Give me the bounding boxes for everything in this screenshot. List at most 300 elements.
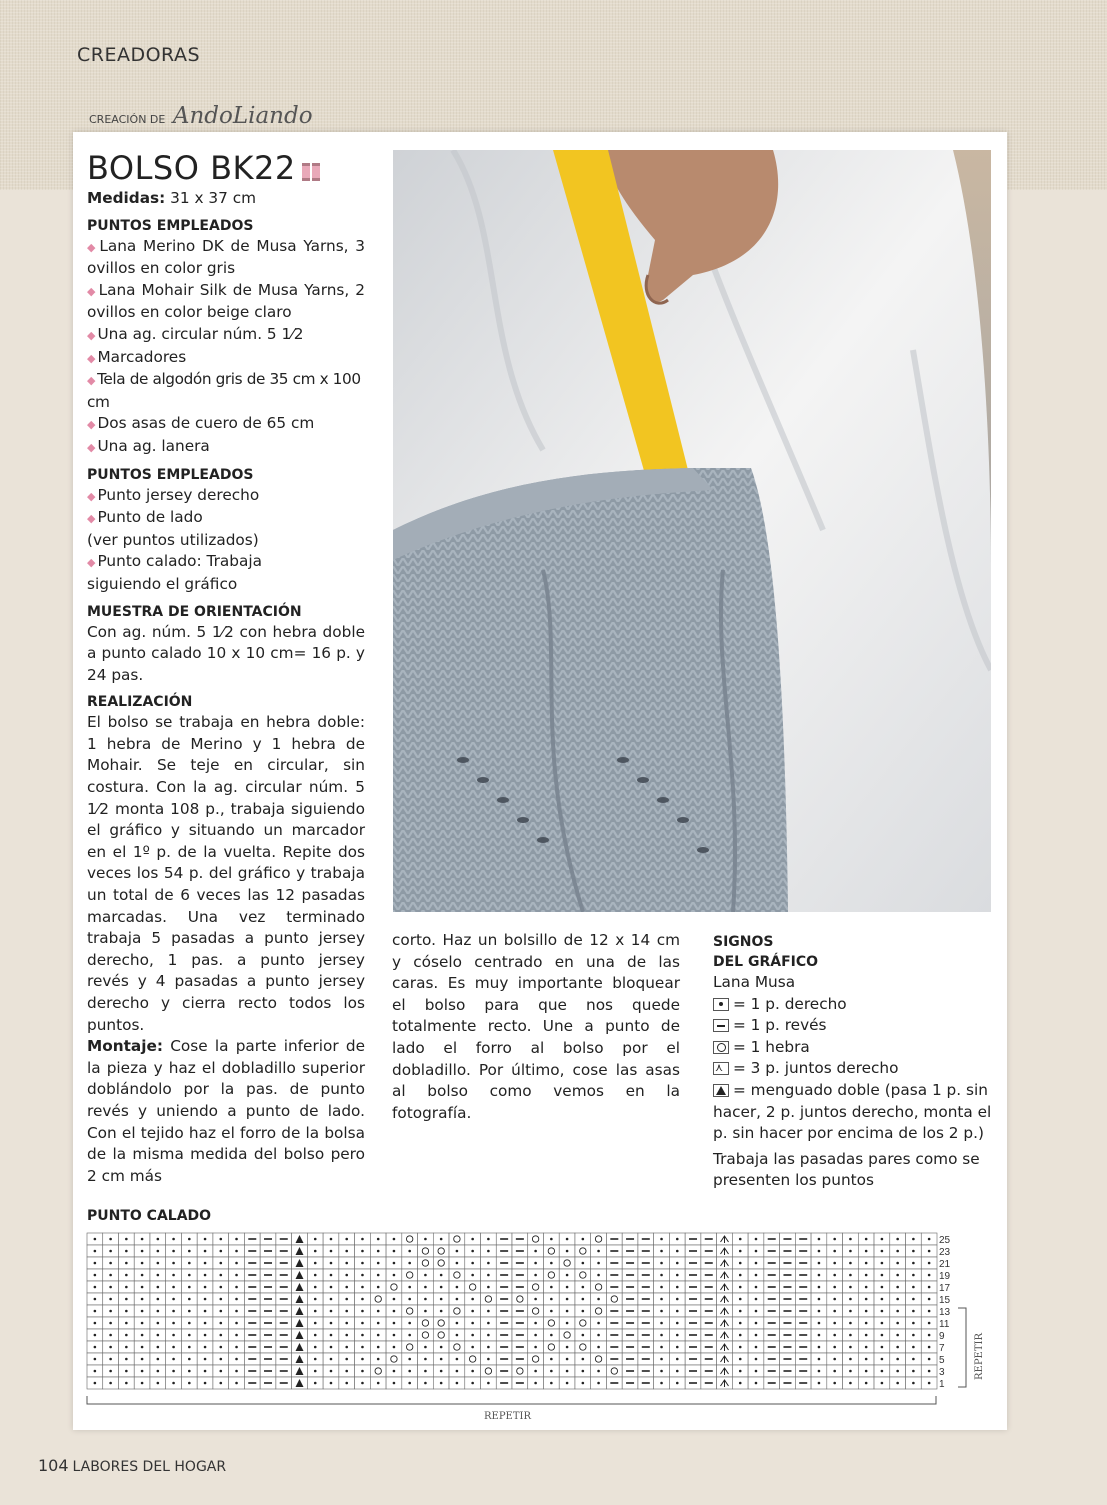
chart-stitch [755, 1298, 758, 1301]
chart-stitch [204, 1262, 207, 1265]
chart-stitch [248, 1286, 256, 1288]
chart-stitch [849, 1322, 852, 1325]
chart-stitch [345, 1310, 348, 1313]
chart-stitch [280, 1274, 288, 1276]
chart-stitch [408, 1250, 411, 1253]
chart-stitch [755, 1286, 758, 1289]
gauge-text: Con ag. núm. 5 1⁄2 con hebra doble a punto calado 10 x 10 cm= 16 p. y 24 pas. [87, 622, 365, 684]
repeat-v-bracket [958, 1308, 966, 1387]
chart-stitch [264, 1238, 272, 1240]
chart-stitch [280, 1286, 288, 1288]
chart-stitch [345, 1370, 348, 1373]
chart-stitch [783, 1262, 791, 1264]
measures-label: Medidas: [87, 189, 166, 207]
chart-stitch [248, 1370, 256, 1372]
chart-stitch [280, 1238, 288, 1240]
chart-stitch [705, 1250, 713, 1252]
chart-stitch [566, 1322, 569, 1325]
chart-stitch [534, 1250, 537, 1253]
stitch-note: (ver puntos utilizados) [87, 530, 259, 549]
chart-stitch [157, 1250, 160, 1253]
chart-stitch [440, 1238, 443, 1241]
chart-stitch [248, 1250, 256, 1252]
chart-stitch [849, 1274, 852, 1277]
chart-stitch [865, 1322, 868, 1325]
legend-item-yarnover: = 1 hebra [713, 1037, 993, 1059]
chart-stitch [500, 1322, 508, 1324]
chart-stitch [393, 1262, 396, 1265]
chart-stitch [676, 1274, 679, 1277]
chart-stitch [849, 1382, 852, 1385]
chart-stitch [896, 1334, 899, 1337]
chart-stitch [582, 1286, 585, 1289]
chart-stitch [689, 1250, 697, 1252]
chart-stitch [550, 1286, 553, 1289]
chart-stitch [896, 1382, 899, 1385]
chart-stitch [264, 1250, 272, 1252]
chart-stitch [345, 1238, 348, 1241]
chart-stitch [799, 1370, 807, 1372]
chart-stitch [361, 1358, 364, 1361]
chart-stitch [912, 1358, 915, 1361]
chart-stitch [188, 1370, 191, 1373]
chart-stitch [125, 1358, 128, 1361]
chart-stitch [626, 1238, 634, 1240]
chart-stitch [330, 1370, 333, 1373]
chart-stitch [610, 1250, 618, 1252]
chart-stitch [689, 1310, 697, 1312]
chart-stitch [157, 1274, 160, 1277]
chart-stitch [660, 1346, 663, 1349]
difficulty-spools-icon [302, 152, 322, 188]
chart-stitch [248, 1262, 256, 1264]
chart-stitch [928, 1274, 931, 1277]
chart-stitch [833, 1238, 836, 1241]
chart-stitch [896, 1310, 899, 1313]
chart-stitch [597, 1370, 600, 1373]
chart-stitch [235, 1250, 238, 1253]
chart-stitch [928, 1358, 931, 1361]
chart-stitch [456, 1358, 459, 1361]
chart-stitch [660, 1358, 663, 1361]
chart-stitch [487, 1382, 490, 1385]
legend-note: Trabaja las pasadas pares como se presenten los puntos [713, 1149, 980, 1190]
chart-stitch [219, 1298, 222, 1301]
chart-stitch [610, 1274, 618, 1276]
chart-stitch [361, 1382, 364, 1385]
chart-stitch [330, 1310, 333, 1313]
chart-stitch [689, 1322, 697, 1324]
chart-stitch [393, 1382, 396, 1385]
chart-stitch [928, 1346, 931, 1349]
chart-stitch [660, 1262, 663, 1265]
chart-stitch [109, 1298, 112, 1301]
stitch-item-cont: siguiendo el gráfico [87, 574, 238, 593]
chart-stitch [865, 1250, 868, 1253]
chart-row-label: 9 [939, 1331, 945, 1342]
chart-stitch [471, 1334, 474, 1337]
chart-stitch [928, 1238, 931, 1241]
chart-stitch [408, 1286, 411, 1289]
chart-stitch [783, 1250, 791, 1252]
chart-stitch [755, 1382, 758, 1385]
stitch-item: ◆ Punto jersey derecho [87, 485, 365, 508]
chart-stitch [125, 1274, 128, 1277]
chart-stitch [361, 1334, 364, 1337]
chart-stitch [141, 1238, 144, 1241]
chart-stitch [219, 1262, 222, 1265]
chart-stitch [188, 1322, 191, 1325]
chart-stitch [849, 1262, 852, 1265]
chart-stitch [582, 1262, 585, 1265]
chart-stitch [141, 1334, 144, 1337]
chart-stitch [865, 1274, 868, 1277]
chart-stitch [833, 1298, 836, 1301]
chart-stitch [833, 1250, 836, 1253]
chart-stitch [912, 1298, 915, 1301]
chart-stitch [440, 1346, 443, 1349]
chart-stitch [248, 1274, 256, 1276]
chart-stitch [456, 1298, 459, 1301]
chart-stitch [566, 1274, 569, 1277]
chart-stitch [264, 1262, 272, 1264]
chart-stitch [566, 1358, 569, 1361]
chart-stitch [456, 1250, 459, 1253]
chart-stitch [424, 1358, 427, 1361]
chart-stitch [783, 1286, 791, 1288]
chart-stitch [264, 1334, 272, 1336]
material-item: ◆ Marcadores [87, 347, 365, 370]
chart-stitch [235, 1346, 238, 1349]
chart-stitch [109, 1322, 112, 1325]
chart-stitch [94, 1250, 97, 1253]
chart-stitch [125, 1298, 128, 1301]
chart-stitch [393, 1274, 396, 1277]
chart-stitch [689, 1370, 697, 1372]
chart-stitch [204, 1298, 207, 1301]
chart-stitch [896, 1322, 899, 1325]
chart-stitch [125, 1238, 128, 1241]
material-item: ◆ Lana Merino DK de Musa Yarns, 3 ovillos en color gris [87, 236, 365, 280]
chart-stitch [188, 1346, 191, 1349]
chart-stitch [109, 1274, 112, 1277]
chart-stitch [440, 1310, 443, 1313]
chart-stitch [818, 1370, 821, 1373]
chart-stitch [440, 1286, 443, 1289]
chart-stitch [610, 1286, 618, 1288]
chart-stitch [361, 1238, 364, 1241]
chart-stitch [818, 1262, 821, 1265]
repeat-h-label: REPETIR [484, 1411, 532, 1422]
chart-stitch [109, 1358, 112, 1361]
chart-stitch [676, 1238, 679, 1241]
chart-stitch [204, 1286, 207, 1289]
chart-stitch [280, 1250, 288, 1252]
chart-stitch [235, 1334, 238, 1337]
chart-stitch [881, 1274, 884, 1277]
repeat-h-bracket [87, 1396, 936, 1404]
chart-stitch [849, 1310, 852, 1313]
chart-stitch [393, 1250, 396, 1253]
chart-stitch [264, 1382, 272, 1384]
chart-stitch [626, 1298, 634, 1300]
chart-stitch [424, 1286, 427, 1289]
chart-stitch [610, 1262, 618, 1264]
chart-stitch [705, 1370, 713, 1372]
chart-stitch [516, 1274, 524, 1276]
chart-stitch [582, 1370, 585, 1373]
chart-stitch [440, 1382, 443, 1385]
chart-stitch [361, 1310, 364, 1313]
chart-stitch [141, 1346, 144, 1349]
chart-stitch [377, 1322, 380, 1325]
chart-stitch [377, 1310, 380, 1313]
chart-stitch [597, 1274, 600, 1277]
chart-stitch [799, 1310, 807, 1312]
chart-stitch [610, 1322, 618, 1324]
chart-stitch [642, 1382, 650, 1384]
chart-stitch [783, 1298, 791, 1300]
bag-photo [393, 150, 991, 912]
chart-stitch [471, 1250, 474, 1253]
chart-stitch [705, 1334, 713, 1336]
chart-stitch [235, 1286, 238, 1289]
chart-stitch [783, 1370, 791, 1372]
chart-stitch [865, 1238, 868, 1241]
chart-stitch [424, 1298, 427, 1301]
chart-stitch [330, 1334, 333, 1337]
chart-stitch [314, 1250, 317, 1253]
chart-stitch [689, 1238, 697, 1240]
chart-stitch [739, 1346, 742, 1349]
chart-stitch [818, 1238, 821, 1241]
magazine-name: LABORES DEL HOGAR [72, 1459, 227, 1475]
chart-stitch [676, 1298, 679, 1301]
chart-stitch [928, 1262, 931, 1265]
chart-stitch [676, 1322, 679, 1325]
chart-stitch [799, 1238, 807, 1240]
chart-stitch [550, 1238, 553, 1241]
chart-stitch [799, 1346, 807, 1348]
chart-stitch [172, 1370, 175, 1373]
chart-stitch [550, 1370, 553, 1373]
chart-stitch [516, 1322, 524, 1324]
chart-stitch [361, 1298, 364, 1301]
article-title [87, 150, 365, 188]
chart-stitch [660, 1298, 663, 1301]
chart-stitch [912, 1286, 915, 1289]
chart-stitch [912, 1322, 915, 1325]
chart-stitch [928, 1298, 931, 1301]
double-decrease-triangle-icon [713, 1084, 729, 1097]
chart-stitch [676, 1250, 679, 1253]
chart-stitch [94, 1286, 97, 1289]
chart-stitch [456, 1262, 459, 1265]
chart-title: PUNTO CALADO [87, 1208, 212, 1224]
chart-stitch [799, 1286, 807, 1288]
chart-stitch [881, 1310, 884, 1313]
chart-stitch [424, 1238, 427, 1241]
chart-stitch [689, 1298, 697, 1300]
chart-stitch [125, 1382, 128, 1385]
chart-stitch [768, 1370, 776, 1372]
chart-stitch [768, 1322, 776, 1324]
chart-stitch [566, 1346, 569, 1349]
chart-stitch [471, 1382, 474, 1385]
chart-stitch [912, 1250, 915, 1253]
chart-stitch [141, 1322, 144, 1325]
chart-stitch [705, 1382, 713, 1384]
chart-stitch [345, 1346, 348, 1349]
chart-stitch [125, 1334, 128, 1337]
chart-stitch [424, 1346, 427, 1349]
chart-stitch [582, 1382, 585, 1385]
chart-stitch [705, 1238, 713, 1240]
materials-heading: PUNTOS EMPLEADOS [87, 217, 254, 234]
chart-stitch [739, 1274, 742, 1277]
chart-stitch [849, 1346, 852, 1349]
chart-stitch [109, 1250, 112, 1253]
chart-stitch [783, 1238, 791, 1240]
chart-stitch [849, 1286, 852, 1289]
chart-stitch [660, 1250, 663, 1253]
chart-stitch [912, 1262, 915, 1265]
chart-stitch [881, 1298, 884, 1301]
chart-stitch [408, 1334, 411, 1337]
chart-stitch [393, 1370, 396, 1373]
chart-stitch [660, 1238, 663, 1241]
chart-stitch [818, 1298, 821, 1301]
chart-stitch [534, 1322, 537, 1325]
chart-stitch [94, 1238, 97, 1241]
chart-stitch [94, 1346, 97, 1349]
chart-stitch [896, 1274, 899, 1277]
chart-stitch [566, 1238, 569, 1241]
chart-stitch [109, 1286, 112, 1289]
chart-stitch [818, 1310, 821, 1313]
chart-stitch [768, 1250, 776, 1252]
chart-stitch [377, 1346, 380, 1349]
chart-stitch [188, 1250, 191, 1253]
chart-stitch [660, 1370, 663, 1373]
chart-stitch [660, 1334, 663, 1337]
chart-stitch [768, 1334, 776, 1336]
chart-stitch [235, 1370, 238, 1373]
chart-stitch [219, 1334, 222, 1337]
chart-row-label: 15 [939, 1295, 951, 1306]
chart-stitch [626, 1322, 634, 1324]
chart-stitch [768, 1346, 776, 1348]
chart-stitch [912, 1382, 915, 1385]
chart-stitch [141, 1382, 144, 1385]
chart-stitch [849, 1238, 852, 1241]
chart-stitch [642, 1370, 650, 1372]
chart-stitch [125, 1370, 128, 1373]
chart-stitch [610, 1310, 618, 1312]
chart-stitch [204, 1370, 207, 1373]
chart-stitch [912, 1238, 915, 1241]
chart-stitch [408, 1370, 411, 1373]
chart-stitch [676, 1358, 679, 1361]
chart-stitch [582, 1334, 585, 1337]
chart-stitch [377, 1334, 380, 1337]
chart-stitch [361, 1262, 364, 1265]
chart-stitch [849, 1250, 852, 1253]
chart-stitch [330, 1262, 333, 1265]
chart-stitch [660, 1382, 663, 1385]
chart-stitch [172, 1358, 175, 1361]
purl-dash-icon [713, 1019, 729, 1032]
chart-stitch [739, 1370, 742, 1373]
chart-stitch [912, 1310, 915, 1313]
chart-stitch [833, 1274, 836, 1277]
chart-stitch [689, 1346, 697, 1348]
chart-stitch [424, 1382, 427, 1385]
chart-row-label: 5 [939, 1355, 945, 1366]
chart-stitch [109, 1334, 112, 1337]
chart-stitch [768, 1358, 776, 1360]
knit-dot-icon [713, 998, 729, 1011]
chart-stitch [361, 1250, 364, 1253]
chart-stitch [550, 1334, 553, 1337]
chart-stitch [248, 1298, 256, 1300]
chart-stitch [799, 1382, 807, 1384]
chart-row-label: 13 [939, 1307, 951, 1318]
chart-stitch [264, 1298, 272, 1300]
chart-stitch [440, 1274, 443, 1277]
chart-stitch [361, 1322, 364, 1325]
chart-stitch [471, 1238, 474, 1241]
chart-stitch [755, 1358, 758, 1361]
chart-stitch [500, 1274, 508, 1276]
chart-stitch [705, 1358, 713, 1360]
chart-stitch [172, 1346, 175, 1349]
chart-stitch [204, 1358, 207, 1361]
chart-stitch [393, 1298, 396, 1301]
chart-stitch [626, 1382, 634, 1384]
gauge-heading: MUESTRA DE ORIENTACIÓN [87, 603, 302, 620]
chart-stitch [833, 1262, 836, 1265]
chart-stitch [881, 1250, 884, 1253]
chart-stitch [912, 1274, 915, 1277]
chart-stitch [280, 1298, 288, 1300]
chart-stitch [676, 1370, 679, 1373]
chart-stitch [157, 1322, 160, 1325]
legend-item-k3tog: ⋏ = 3 p. juntos derecho [715, 1059, 899, 1078]
chart-stitch [172, 1286, 175, 1289]
chart-stitch [172, 1274, 175, 1277]
chart-stitch [912, 1370, 915, 1373]
chart-stitch [739, 1238, 742, 1241]
chart-stitch [172, 1262, 175, 1265]
chart-stitch [157, 1286, 160, 1289]
chart-stitch [345, 1322, 348, 1325]
chart-stitch [660, 1286, 663, 1289]
chart-stitch [345, 1298, 348, 1301]
chart-stitch [739, 1286, 742, 1289]
chart-stitch [849, 1358, 852, 1361]
material-item: ◆ Una ag. circular núm. 5 1⁄2 [87, 324, 365, 347]
chart-stitch [188, 1238, 191, 1241]
chart-stitch [393, 1346, 396, 1349]
chart-stitch [768, 1262, 776, 1264]
chart-stitch [833, 1346, 836, 1349]
chart-stitch [94, 1310, 97, 1313]
page-number: 104 [38, 1456, 69, 1475]
chart-stitch [345, 1286, 348, 1289]
chart-stitch [550, 1262, 553, 1265]
chart-row-label: 1 [939, 1379, 945, 1390]
